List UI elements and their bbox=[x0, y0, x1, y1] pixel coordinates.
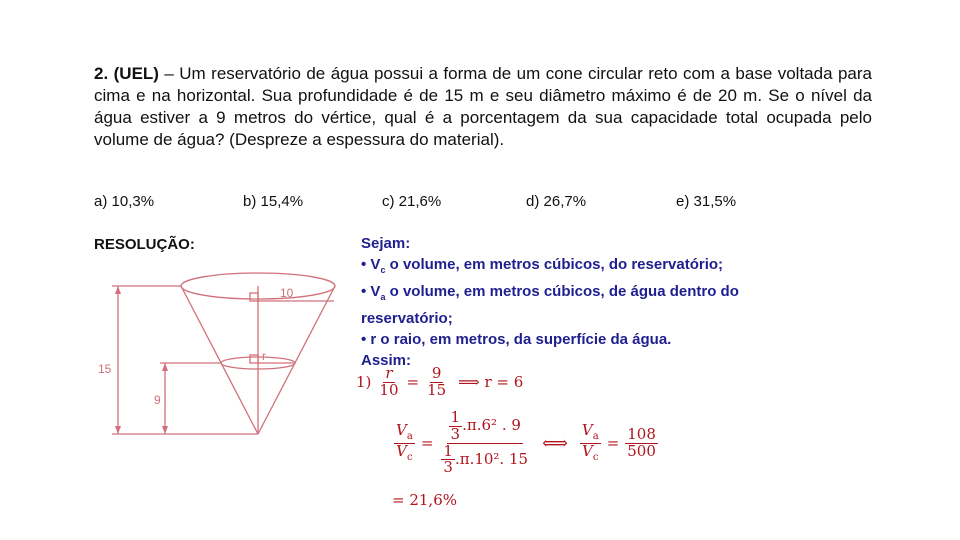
num-one: 1 bbox=[450, 408, 461, 426]
definition-va-cont: reservatório; bbox=[361, 310, 453, 327]
step1-prefix: 1) bbox=[356, 373, 372, 392]
va-symbol-2: V bbox=[581, 421, 593, 439]
step1-result: ⟹ r = 6 bbox=[458, 373, 524, 392]
frac-9-num: 9 bbox=[431, 364, 442, 382]
option-b: b) 15,4% bbox=[243, 193, 304, 210]
cone-figure bbox=[90, 262, 340, 442]
option-c: c) 21,6% bbox=[382, 193, 442, 210]
frac-r-den: 10 bbox=[379, 380, 399, 399]
va-sub: a bbox=[406, 431, 413, 442]
frac-108-500 bbox=[625, 424, 658, 460]
frac-r-10 bbox=[377, 366, 400, 399]
cone-left-edge bbox=[181, 286, 258, 434]
vc-symbol-2: V bbox=[582, 441, 593, 460]
math-step1: 1) $\frac{r}{10}$ = $\frac{9}{15}$ ⟹ r = 6 bbox=[356, 364, 524, 399]
water-right-angle bbox=[250, 355, 258, 363]
question-source: (UEL) bbox=[113, 64, 159, 83]
vc-sub: c bbox=[407, 451, 413, 463]
den-one: 1 bbox=[443, 441, 453, 460]
arrow-15-top bbox=[115, 286, 121, 294]
definitions-block bbox=[361, 233, 831, 371]
option-e: e) 31,5% bbox=[676, 193, 737, 210]
question-number: 2. bbox=[94, 64, 109, 83]
question-body: – Um reservatório de água possui a forma de um cone circular reto com a base voltada para cima e na horizontal. Sua profundidade é de 15 m e seu diâmetro máximo é de 20 m. Se o nível da água estiver a 9 metros do vértice, qual é a porcentagem da sua capacidade total ocupada pelo volume de água? (Despreze a espessura do material). bbox=[94, 64, 872, 149]
label-water-radius: r bbox=[262, 349, 266, 363]
definition-vc-symbol: • V bbox=[361, 256, 381, 273]
den-three: 3 bbox=[443, 458, 453, 477]
math-final-result: = 21,6% bbox=[392, 491, 457, 509]
label-water-height: 9 bbox=[154, 393, 161, 407]
va-symbol: V bbox=[396, 421, 407, 439]
frac-15-den: 15 bbox=[427, 380, 447, 399]
resolution-label: RESOLUÇÃO: bbox=[94, 236, 195, 253]
num-expression: .π.6² . 9 bbox=[462, 416, 521, 435]
label-total-height: 15 bbox=[98, 362, 112, 376]
cone-right-edge bbox=[258, 286, 335, 434]
definition-va-symbol: • V bbox=[361, 283, 381, 300]
arrow-15-bottom bbox=[115, 426, 121, 434]
math-step2: $\frac{V_a}{V_c}$ = $\frac{1}{3}$ .π.6² . 9 $\frac{1}{3}$ .π.10². 15 ⟺ $\frac{V_a}{V_c}$ = $\frac{108}{500}$ bbox=[396, 408, 656, 477]
frac-volumes bbox=[439, 410, 530, 476]
definition-vc-text: o volume, em metros cúbicos, do reservatório; bbox=[385, 256, 724, 273]
option-d: d) 26,7% bbox=[526, 193, 587, 210]
vc-symbol: V bbox=[396, 441, 408, 460]
vc-sub-2: c bbox=[592, 451, 599, 463]
definition-va bbox=[361, 281, 831, 308]
den-expression: .π.10². 15 bbox=[454, 449, 529, 468]
top-right-angle bbox=[250, 293, 258, 301]
definition-va-text: o volume, em metros cúbicos, de água dentro do bbox=[385, 283, 739, 300]
option-a: a) 10,3% bbox=[94, 193, 155, 210]
definitions-intro: Sejam: bbox=[361, 235, 411, 252]
iff-symbol: ⟺ bbox=[542, 432, 568, 454]
frac-va-vc-2 bbox=[580, 423, 601, 463]
definition-r: • r o raio, em metros, da superfície da água. bbox=[361, 331, 672, 348]
definition-va-sub: a bbox=[380, 292, 386, 302]
frac-r-num: r bbox=[385, 364, 393, 382]
definition-vc bbox=[361, 254, 831, 281]
label-top-radius: 10 bbox=[280, 286, 294, 300]
question-text bbox=[94, 63, 872, 151]
ratio-den: 500 bbox=[627, 441, 656, 460]
arrow-9-bottom bbox=[162, 426, 168, 434]
arrow-9-top bbox=[162, 363, 168, 371]
definitions-closing: Assim: bbox=[361, 352, 412, 369]
frac-va-vc bbox=[394, 423, 415, 463]
num-three: 3 bbox=[450, 424, 461, 443]
definition-vc-sub: c bbox=[380, 265, 386, 275]
va-sub-2: a bbox=[592, 431, 599, 442]
frac-9-15 bbox=[425, 366, 448, 399]
ratio-num: 108 bbox=[627, 424, 656, 443]
